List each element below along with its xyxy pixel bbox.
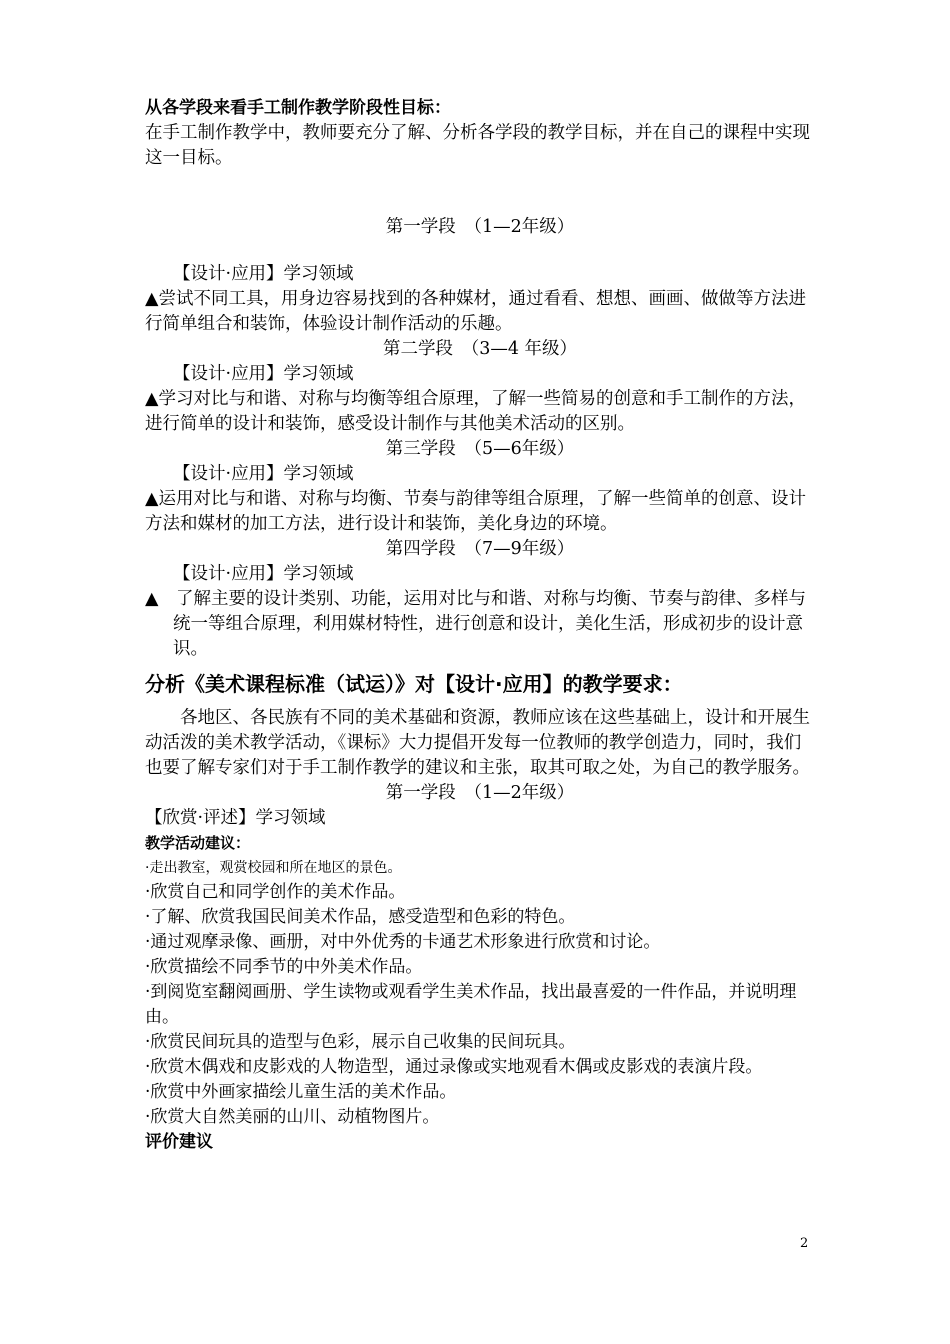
section2-field: 【欣赏·评述】学习领域 — [145, 808, 326, 828]
page-number: 2 — [800, 1236, 809, 1251]
list-item: ·欣赏大自然美丽的山川、动植物图片。 — [145, 1107, 440, 1127]
list-item: ·欣赏自己和同学创作的美术作品。 — [145, 882, 406, 902]
stage3-field: 【设计·应用】学习领域 — [173, 464, 354, 484]
stage2-field: 【设计·应用】学习领域 — [173, 364, 354, 384]
list-item: ·到阅览室翻阅画册、学生读物或观看学生美术作品，找出最喜爱的一件作品，并说明理由。 — [145, 982, 797, 1027]
list-item: ·欣赏中外画家描绘儿童生活的美术作品。 — [145, 1082, 457, 1102]
section1-intro: 在手工制作教学中，教师要充分了解、分析各学段的教学目标，并在自己的课程中实现这一目标。 — [145, 123, 810, 168]
stage4-field: 【设计·应用】学习领域 — [173, 564, 354, 584]
list-item: ·了解、欣赏我国民间美术作品，感受造型和色彩的特色。 — [145, 907, 576, 927]
document-page — [145, 96, 815, 1155]
stage4-title: 第四学段 （7—9年级） — [385, 539, 575, 559]
stage1-field: 【设计·应用】学习领域 — [173, 264, 354, 284]
section1-heading: 从各学段来看手工制作教学阶段性目标： — [145, 98, 451, 118]
stage4-text: ▲ 了解主要的设计类别、功能，运用对比与和谐、对称与均衡、节奏与韵律、多样与统一等组合原理，利用媒材特性，进行创意和设计，美化生活，形成初步的设计意识。 — [145, 589, 806, 659]
stage3-text: ▲运用对比与和谐、对称与均衡、节奏与韵律等组合原理，了解一些简单的创意、设计方法和媒材的加工方法，进行设计和装饰，美化身边的环境。 — [145, 489, 806, 534]
section2-heading: 分析《美术课程标准（试运）》对【设计·应用】的教学要求： — [145, 672, 683, 696]
stage1-text: ▲尝试不同工具，用身边容易找到的各种媒材，通过看看、想想、画画、做做等方法进行简单组合和装饰，体验设计制作活动的乐趣。 — [145, 289, 806, 334]
spacer — [145, 171, 815, 215]
stage3-title: 第三学段 （5—6年级） — [385, 439, 575, 459]
list-item: ·欣赏木偶戏和皮影戏的人物造型，通过录像或实地观看木偶或皮影戏的表演片段。 — [145, 1057, 763, 1077]
list-item: ·欣赏描绘不同季节的中外美术作品。 — [145, 957, 423, 977]
stage2-text: ▲学习对比与和谐、对称与均衡等组合原理，了解一些简易的创意和手工制作的方法，进行简单的设计和装饰，感受设计制作与其他美术活动的区别。 — [145, 389, 806, 434]
stage2-title: 第二学段 （3—4 年级） — [382, 339, 578, 359]
stage1-title: 第一学段 （1—2年级） — [385, 217, 575, 237]
activity-heading: 教学活动建议： — [145, 834, 251, 852]
activity-item-first: ·走出教室，观赏校园和所在地区的景色。 — [145, 860, 402, 876]
section2-stage-title: 第一学段 （1—2年级） — [385, 783, 575, 803]
spacer — [145, 240, 815, 262]
eval-heading: 评价建议 — [145, 1132, 213, 1152]
list-item: ·欣赏民间玩具的造型与色彩，展示自己收集的民间玩具。 — [145, 1032, 576, 1052]
list-item: ·通过观摩录像、画册，对中外优秀的卡通艺术形象进行欣赏和讨论。 — [145, 932, 661, 952]
section2-intro: 各地区、各民族有不同的美术基础和资源，教师应该在这些基础上，设计和开展生动活泼的美术教学活动，《课标》大力提倡开发每一位教师的教学创造力，同时，我们也要了解专家们对于手工制作教学的建议和主张，取其可取之处，为自己的教学服务。 — [145, 708, 810, 778]
